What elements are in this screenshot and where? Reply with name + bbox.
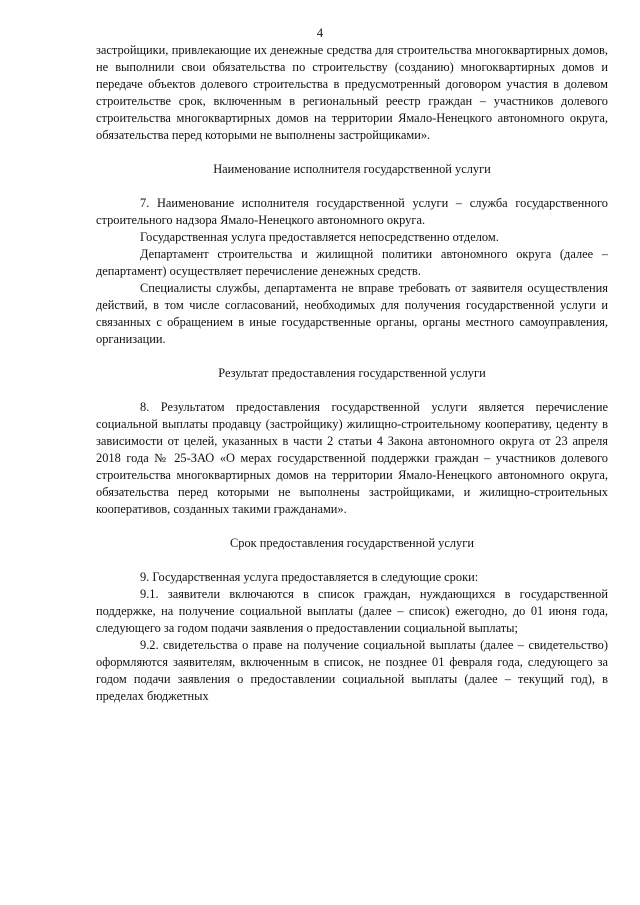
paragraph-7-department: Департамент строительства и жилищной политики автономного округа (далее – департамент) осуществляет перечисление денежных средств. xyxy=(96,247,608,278)
paragraph-continuation: застройщики, привлекающие их денежные средства для строительства многоквартирных домов, не выполнили свои обязательства по строительству (созданию) многоквартирных домов и передаче объектов долевого строительства в предусмотренный договором участия в долевом строительстве срок, включенным в региональный реестр граждан – участников долевого строительства многоквартирных домов на территории Ямало-Ненецкого автономного округа, обязательства перед которыми не выполнены застройщиками». xyxy=(96,43,608,142)
spacer xyxy=(96,382,608,399)
paragraph-9: 9. Государственная услуга предоставляется в следующие сроки: xyxy=(140,570,479,584)
section-heading-term: Срок предоставления государственной услуги xyxy=(230,536,474,550)
paragraph-7-direct: Государственная услуга предоставляется непосредственно отделом. xyxy=(140,230,499,244)
spacer xyxy=(96,552,608,569)
spacer xyxy=(96,348,608,365)
paragraph-8: 8. Результатом предоставления государственной услуги является перечисление социальной выплаты продавцу (застройщику) жилищно-строительному кооперативу, цеденту в зависимости от целей, указанных в части 2 статьи 4 Закона автономного округа от 23 апреля 2018 года № 25-ЗАО «О мерах государственной поддержки граждан – участников долевого строительства многоквартирных домов на территории Ямало-Ненецкого автономного округа, обязательства перед которыми не выполнены застройщиками, и жилищно-строительных кооперативов, созданных такими гражданами». xyxy=(96,400,608,516)
section-heading-executor: Наименование исполнителя государственной услуги xyxy=(213,162,491,176)
spacer xyxy=(96,518,608,535)
spacer xyxy=(96,178,608,195)
paragraph-7: 7. Наименование исполнителя государственной услуги – служба государственного строительного надзора Ямало-Ненецкого автономного округа. xyxy=(96,196,608,227)
document-body xyxy=(96,42,608,705)
paragraph-7-specialists: Специалисты службы, департамента не вправе требовать от заявителя осуществления действий, в том числе согласований, необходимых для получения государственной услуги и связанных с обращением в иные государственные органы, органы местного самоуправления, организации. xyxy=(96,281,608,346)
spacer xyxy=(96,144,608,161)
page-number: 4 xyxy=(316,26,324,40)
section-heading-result: Результат предоставления государственной услуги xyxy=(218,366,486,380)
paragraph-9-2: 9.2. свидетельства о праве на получение социальной выплаты (далее – свидетельство) оформляются заявителям, включенным в список, не позднее 01 февраля года, следующего за годом подачи заявления о предоставлении социальной выплаты (далее – текущий год), в пределах бюджетных xyxy=(96,638,608,703)
paragraph-9-1: 9.1. заявители включаются в список граждан, нуждающихся в государственной поддержке, на получение социальной выплаты (далее – список) ежегодно, до 01 июня года, следующего за годом подачи заявления о предоставлении социальной выплаты; xyxy=(96,587,608,635)
